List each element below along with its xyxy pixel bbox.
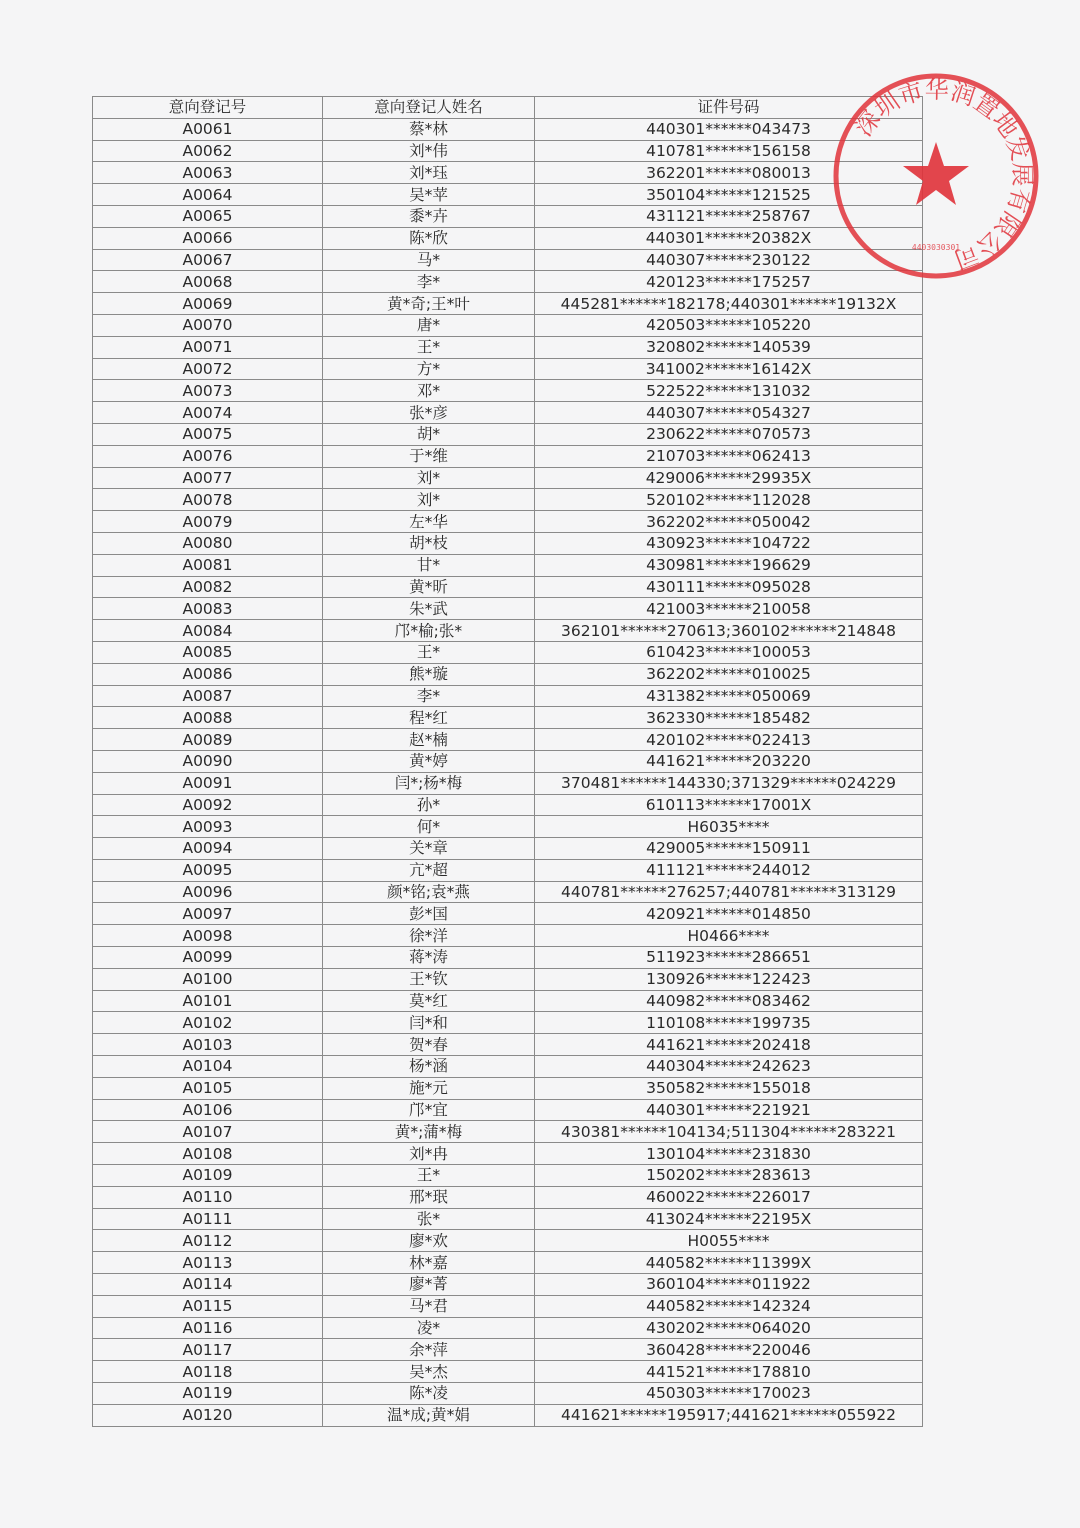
id-number-cell: 350104******121525: [535, 184, 923, 206]
registration-number-cell: A0107: [93, 1121, 323, 1143]
table-row: [93, 205, 923, 227]
id-number-cell: 370481******144330;371329******024229: [535, 772, 923, 794]
registrant-name-cell: 蒋*涛: [323, 947, 535, 969]
registration-number-cell: A0111: [93, 1208, 323, 1230]
registrant-name-cell: 方*: [323, 358, 535, 380]
id-number-cell: 341002******16142X: [535, 358, 923, 380]
id-number-cell: 430923******104722: [535, 532, 923, 554]
table-row: [93, 1317, 923, 1339]
id-number-cell: 362101******270613;360102******214848: [535, 620, 923, 642]
registrant-name-cell: 朱*武: [323, 598, 535, 620]
registration-number-cell: A0096: [93, 881, 323, 903]
registration-number-cell: A0117: [93, 1339, 323, 1361]
table-row: [93, 1404, 923, 1426]
registrant-name-cell: 于*维: [323, 445, 535, 467]
table-row: [93, 1274, 923, 1296]
table-row: [93, 598, 923, 620]
table-row: [93, 968, 923, 990]
id-number-cell: 230622******070573: [535, 423, 923, 445]
id-number-cell: 210703******062413: [535, 445, 923, 467]
registrant-name-cell: 黍*卉: [323, 205, 535, 227]
registrant-name-cell: 甘*: [323, 554, 535, 576]
registration-number-cell: A0072: [93, 358, 323, 380]
registrant-name-cell: 邝*榆;张*: [323, 620, 535, 642]
id-number-cell: 450303******170023: [535, 1383, 923, 1405]
id-number-cell: 429006******29935X: [535, 467, 923, 489]
registrant-name-cell: 彭*国: [323, 903, 535, 925]
registrant-name-cell: 贺*春: [323, 1034, 535, 1056]
table-row: [93, 140, 923, 162]
registration-number-cell: A0094: [93, 838, 323, 860]
registration-number-cell: A0084: [93, 620, 323, 642]
id-number-cell: 130926******122423: [535, 968, 923, 990]
registrant-name-cell: 马*君: [323, 1295, 535, 1317]
registrant-name-cell: 王*: [323, 641, 535, 663]
table-row: [93, 685, 923, 707]
id-number-cell: 440582******142324: [535, 1295, 923, 1317]
registration-number-cell: A0077: [93, 467, 323, 489]
id-number-cell: 360428******220046: [535, 1339, 923, 1361]
registration-number-cell: A0095: [93, 859, 323, 881]
registration-number-cell: A0113: [93, 1252, 323, 1274]
registration-number-cell: A0093: [93, 816, 323, 838]
registration-number-cell: A0068: [93, 271, 323, 293]
registration-number-cell: A0108: [93, 1143, 323, 1165]
id-number-cell: 420123******175257: [535, 271, 923, 293]
registrant-name-cell: 李*: [323, 685, 535, 707]
table-row: [93, 925, 923, 947]
id-number-cell: 441621******202418: [535, 1034, 923, 1056]
registrant-name-cell: 徐*洋: [323, 925, 535, 947]
table-row: [93, 1034, 923, 1056]
table-row: [93, 445, 923, 467]
registrant-name-cell: 马*: [323, 249, 535, 271]
registrant-name-cell: 黄*昕: [323, 576, 535, 598]
id-number-cell: 441621******203220: [535, 750, 923, 772]
registrant-name-cell: 邝*宜: [323, 1099, 535, 1121]
id-number-cell: 440304******242623: [535, 1056, 923, 1078]
table-row: [93, 1252, 923, 1274]
table-row: [93, 1361, 923, 1383]
table-row: [93, 532, 923, 554]
registration-number-cell: A0076: [93, 445, 323, 467]
registrant-name-cell: 杨*涵: [323, 1056, 535, 1078]
id-number-cell: 440582******11399X: [535, 1252, 923, 1274]
id-number-cell: 440307******054327: [535, 402, 923, 424]
registrant-name-cell: 李*: [323, 271, 535, 293]
table-row: [93, 1186, 923, 1208]
registration-number-cell: A0062: [93, 140, 323, 162]
id-number-cell: 420503******105220: [535, 314, 923, 336]
registration-number-cell: A0118: [93, 1361, 323, 1383]
registrant-name-cell: 熊*璇: [323, 663, 535, 685]
table-row: [93, 859, 923, 881]
registrant-name-cell: 张*: [323, 1208, 535, 1230]
id-number-cell: 150202******283613: [535, 1165, 923, 1187]
registration-number-cell: A0079: [93, 511, 323, 533]
registration-number-cell: A0112: [93, 1230, 323, 1252]
table-row: [93, 184, 923, 206]
table-row: [93, 1056, 923, 1078]
seal-code: 4403030301: [911, 243, 961, 252]
table-header-row: [93, 97, 923, 119]
table-row: [93, 772, 923, 794]
id-number-cell: 411121******244012: [535, 859, 923, 881]
id-number-cell: 420921******014850: [535, 903, 923, 925]
registrant-name-cell: 刘*: [323, 467, 535, 489]
table-row: [93, 314, 923, 336]
registration-number-cell: A0103: [93, 1034, 323, 1056]
table-row: [93, 620, 923, 642]
registration-number-cell: A0105: [93, 1077, 323, 1099]
table-row: [93, 750, 923, 772]
table-row: [93, 1121, 923, 1143]
table-row: [93, 249, 923, 271]
table-row: [93, 947, 923, 969]
registration-number-cell: A0065: [93, 205, 323, 227]
registration-number-cell: A0067: [93, 249, 323, 271]
table-row: [93, 402, 923, 424]
registrant-name-cell: 莫*红: [323, 990, 535, 1012]
table-row: [93, 336, 923, 358]
registrant-name-cell: 亢*超: [323, 859, 535, 881]
registration-number-cell: A0071: [93, 336, 323, 358]
id-number-cell: 362202******050042: [535, 511, 923, 533]
registrant-name-cell: 刘*: [323, 489, 535, 511]
registration-number-cell: A0092: [93, 794, 323, 816]
registration-number-cell: A0086: [93, 663, 323, 685]
table-row: [93, 358, 923, 380]
registrant-name-cell: 邓*: [323, 380, 535, 402]
registration-number-cell: A0070: [93, 314, 323, 336]
registration-number-cell: A0101: [93, 990, 323, 1012]
header-registrant-name: 意向登记人姓名: [323, 97, 535, 119]
registration-number-cell: A0074: [93, 402, 323, 424]
registration-number-cell: A0100: [93, 968, 323, 990]
table-row: [93, 554, 923, 576]
registrant-name-cell: 廖*欢: [323, 1230, 535, 1252]
registration-number-cell: A0097: [93, 903, 323, 925]
registration-number-cell: A0119: [93, 1383, 323, 1405]
id-number-cell: 420102******022413: [535, 729, 923, 751]
registrant-name-cell: 林*嘉: [323, 1252, 535, 1274]
id-number-cell: 520102******112028: [535, 489, 923, 511]
id-number-cell: 440301******20382X: [535, 227, 923, 249]
registration-number-cell: A0082: [93, 576, 323, 598]
id-number-cell: 429005******150911: [535, 838, 923, 860]
registration-number-cell: A0115: [93, 1295, 323, 1317]
id-number-cell: H0055****: [535, 1230, 923, 1252]
registrant-name-cell: 吴*苹: [323, 184, 535, 206]
registrant-name-cell: 关*章: [323, 838, 535, 860]
header-registration-number: 意向登记号: [93, 97, 323, 119]
registration-number-cell: A0078: [93, 489, 323, 511]
id-number-cell: 320802******140539: [535, 336, 923, 358]
table-row: [93, 489, 923, 511]
table-row: [93, 1143, 923, 1165]
header-id-number: 证件号码: [535, 97, 923, 119]
registrant-name-cell: 孙*: [323, 794, 535, 816]
registrant-name-cell: 颜*铭;袁*燕: [323, 881, 535, 903]
registrant-name-cell: 左*华: [323, 511, 535, 533]
table-row: [93, 881, 923, 903]
table-row: [93, 794, 923, 816]
registration-number-cell: A0069: [93, 293, 323, 315]
table-row: [93, 1208, 923, 1230]
table-row: [93, 990, 923, 1012]
id-number-cell: 360104******011922: [535, 1274, 923, 1296]
registrant-name-cell: 王*: [323, 1165, 535, 1187]
id-number-cell: 362201******080013: [535, 162, 923, 184]
id-number-cell: 430381******104134;511304******283221: [535, 1121, 923, 1143]
id-number-cell: 445281******182178;440301******19132X: [535, 293, 923, 315]
id-number-cell: 440982******083462: [535, 990, 923, 1012]
id-number-cell: 440781******276257;440781******313129: [535, 881, 923, 903]
id-number-cell: H6035****: [535, 816, 923, 838]
registration-number-cell: A0114: [93, 1274, 323, 1296]
registrant-name-cell: 黄*;蒲*梅: [323, 1121, 535, 1143]
table-row: [93, 1383, 923, 1405]
registrant-name-cell: 邢*珉: [323, 1186, 535, 1208]
id-number-cell: 441621******195917;441621******055922: [535, 1404, 923, 1426]
registrant-name-cell: 张*彦: [323, 402, 535, 424]
registrant-name-cell: 温*成;黄*娟: [323, 1404, 535, 1426]
id-number-cell: 421003******210058: [535, 598, 923, 620]
id-number-cell: 440301******043473: [535, 118, 923, 140]
registration-number-cell: A0109: [93, 1165, 323, 1187]
registration-number-cell: A0099: [93, 947, 323, 969]
registration-number-cell: A0090: [93, 750, 323, 772]
registrant-name-cell: 陈*凌: [323, 1383, 535, 1405]
registration-number-cell: A0083: [93, 598, 323, 620]
id-number-cell: 362202******010025: [535, 663, 923, 685]
table-row: [93, 118, 923, 140]
registration-number-cell: A0088: [93, 707, 323, 729]
registrant-name-cell: 刘*珏: [323, 162, 535, 184]
id-number-cell: 522522******131032: [535, 380, 923, 402]
registration-number-cell: A0098: [93, 925, 323, 947]
registrant-name-cell: 王*钦: [323, 968, 535, 990]
id-number-cell: 610423******100053: [535, 641, 923, 663]
seal-text: 深圳市华润置地发展有限公司: [849, 75, 1037, 274]
id-number-cell: 441521******178810: [535, 1361, 923, 1383]
registrant-name-cell: 施*元: [323, 1077, 535, 1099]
table-row: [93, 162, 923, 184]
id-number-cell: 410781******156158: [535, 140, 923, 162]
id-number-cell: 431121******258767: [535, 205, 923, 227]
table-row: [93, 271, 923, 293]
table-row: [93, 1077, 923, 1099]
registrant-name-cell: 闫*;杨*梅: [323, 772, 535, 794]
registrant-name-cell: 廖*菁: [323, 1274, 535, 1296]
id-number-cell: 431382******050069: [535, 685, 923, 707]
id-number-cell: H0466****: [535, 925, 923, 947]
registration-number-cell: A0110: [93, 1186, 323, 1208]
registration-number-cell: A0091: [93, 772, 323, 794]
registration-number-cell: A0063: [93, 162, 323, 184]
registration-number-cell: A0073: [93, 380, 323, 402]
registration-number-cell: A0102: [93, 1012, 323, 1034]
id-number-cell: 430981******196629: [535, 554, 923, 576]
registration-number-cell: A0116: [93, 1317, 323, 1339]
registration-number-cell: A0106: [93, 1099, 323, 1121]
registrant-name-cell: 陈*欣: [323, 227, 535, 249]
id-number-cell: 610113******17001X: [535, 794, 923, 816]
table-row: [93, 816, 923, 838]
table-row: [93, 707, 923, 729]
registrant-name-cell: 余*萍: [323, 1339, 535, 1361]
registration-number-cell: A0081: [93, 554, 323, 576]
id-number-cell: 460022******226017: [535, 1186, 923, 1208]
table-row: [93, 903, 923, 925]
table-row: [93, 1099, 923, 1121]
registration-number-cell: A0085: [93, 641, 323, 663]
registration-number-cell: A0087: [93, 685, 323, 707]
id-number-cell: 110108******199735: [535, 1012, 923, 1034]
id-number-cell: 511923******286651: [535, 947, 923, 969]
table-row: [93, 729, 923, 751]
registrant-name-cell: 王*: [323, 336, 535, 358]
table-row: [93, 423, 923, 445]
id-number-cell: 350582******155018: [535, 1077, 923, 1099]
registrant-name-cell: 刘*伟: [323, 140, 535, 162]
table-row: [93, 1165, 923, 1187]
registrant-name-cell: 吴*杰: [323, 1361, 535, 1383]
id-number-cell: 413024******22195X: [535, 1208, 923, 1230]
id-number-cell: 362330******185482: [535, 707, 923, 729]
registration-table: [92, 96, 923, 1427]
id-number-cell: 440307******230122: [535, 249, 923, 271]
registrant-name-cell: 刘*冉: [323, 1143, 535, 1165]
registrant-name-cell: 蔡*林: [323, 118, 535, 140]
table-row: [93, 511, 923, 533]
id-number-cell: 430111******095028: [535, 576, 923, 598]
registrant-name-cell: 何*: [323, 816, 535, 838]
registration-number-cell: A0061: [93, 118, 323, 140]
id-number-cell: 130104******231830: [535, 1143, 923, 1165]
registrant-name-cell: 胡*: [323, 423, 535, 445]
table-row: [93, 838, 923, 860]
table-row: [93, 1230, 923, 1252]
registration-number-cell: A0104: [93, 1056, 323, 1078]
table-row: [93, 380, 923, 402]
registrant-name-cell: 闫*和: [323, 1012, 535, 1034]
id-number-cell: 440301******221921: [535, 1099, 923, 1121]
table-row: [93, 1012, 923, 1034]
registration-number-cell: A0075: [93, 423, 323, 445]
registration-number-cell: A0064: [93, 184, 323, 206]
table-row: [93, 467, 923, 489]
table-row: [93, 1339, 923, 1361]
table-row: [93, 227, 923, 249]
registration-number-cell: A0066: [93, 227, 323, 249]
registrant-name-cell: 黄*婷: [323, 750, 535, 772]
registrant-name-cell: 黄*奇;王*叶: [323, 293, 535, 315]
table-row: [93, 576, 923, 598]
registrant-name-cell: 胡*枝: [323, 532, 535, 554]
registrant-name-cell: 程*红: [323, 707, 535, 729]
table-row: [93, 663, 923, 685]
registration-number-cell: A0080: [93, 532, 323, 554]
registration-number-cell: A0089: [93, 729, 323, 751]
registration-number-cell: A0120: [93, 1404, 323, 1426]
table-row: [93, 1295, 923, 1317]
table-row: [93, 293, 923, 315]
registrant-name-cell: 赵*楠: [323, 729, 535, 751]
table-row: [93, 641, 923, 663]
registrant-name-cell: 唐*: [323, 314, 535, 336]
registrant-name-cell: 凌*: [323, 1317, 535, 1339]
id-number-cell: 430202******064020: [535, 1317, 923, 1339]
